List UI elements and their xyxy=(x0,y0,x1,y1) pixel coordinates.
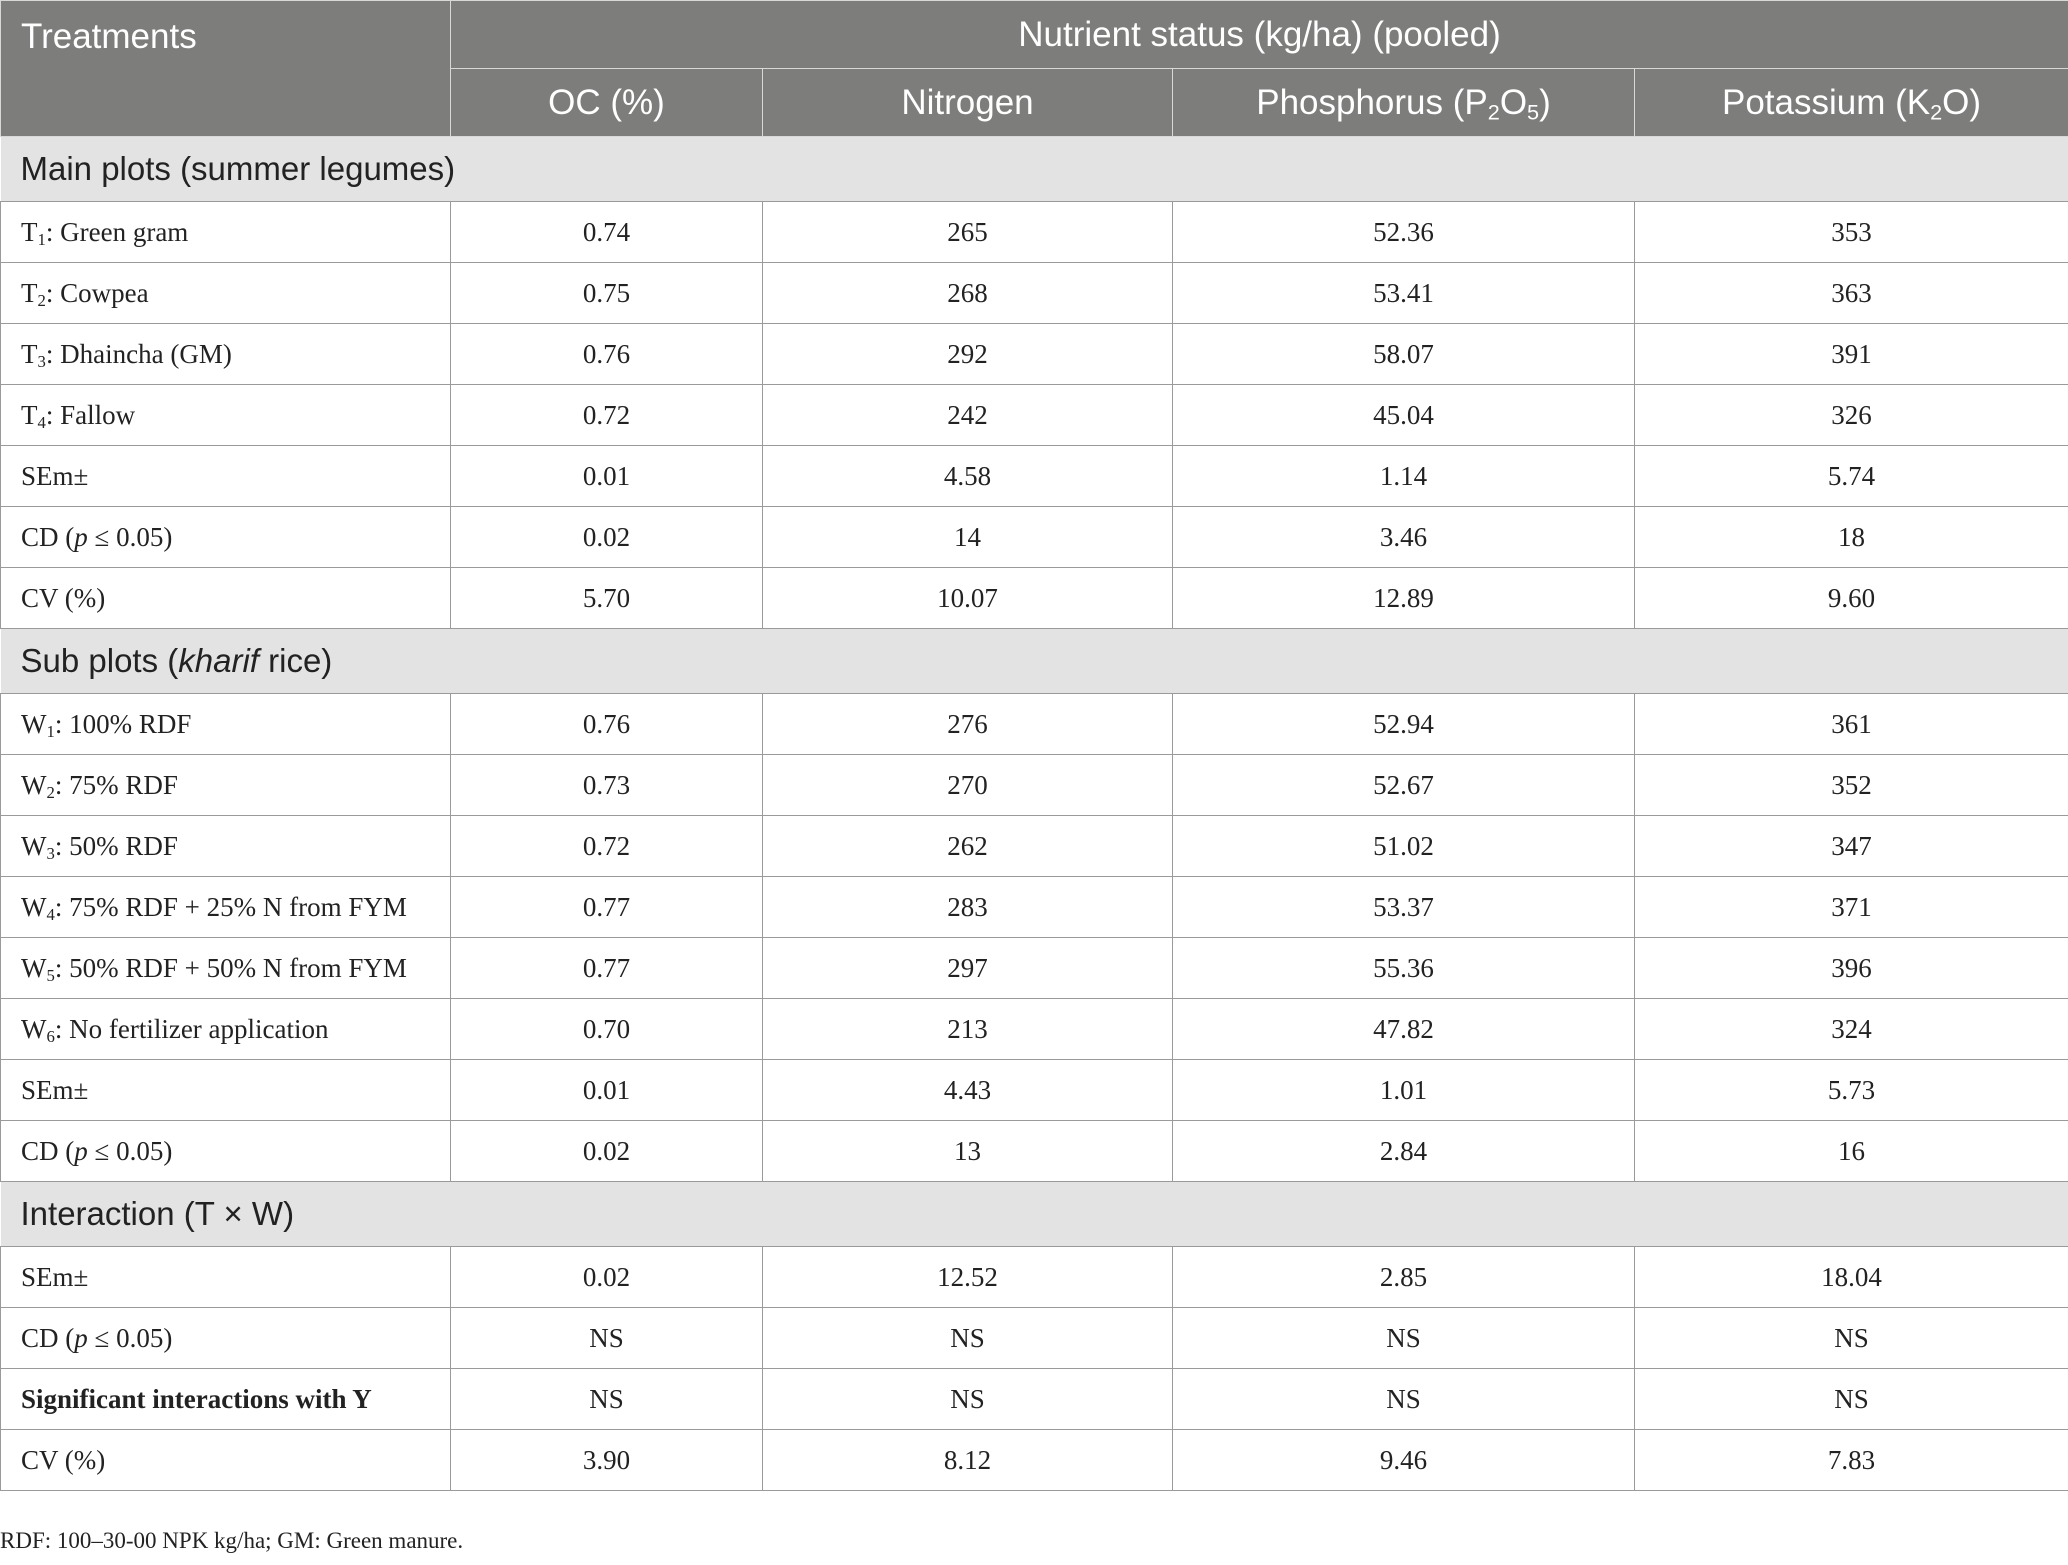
section-main-title: Main plots (summer legumes) xyxy=(1,137,2068,202)
cell-oc: 0.01 xyxy=(451,1060,763,1121)
row-label: $W_2$: 75% RDF xyxy=(1,755,451,816)
header-potassium xyxy=(1635,69,2068,137)
cell-oc: 0.70 xyxy=(451,999,763,1060)
table-row xyxy=(1,385,2068,446)
header-potassium-suffix: O) xyxy=(1942,82,1982,122)
cell-phosphorus: NS xyxy=(1173,1308,1635,1369)
header-nitrogen: Nitrogen xyxy=(763,69,1173,137)
cell-potassium: 363 xyxy=(1635,263,2068,324)
table-row xyxy=(1,263,2068,324)
cell-nitrogen: 14 xyxy=(763,507,1173,568)
cell-phosphorus: 47.82 xyxy=(1173,999,1635,1060)
cell-phosphorus: 2.85 xyxy=(1173,1247,1635,1308)
cell-oc: 0.01 xyxy=(451,446,763,507)
cell-phosphorus: NS xyxy=(1173,1369,1635,1430)
cell-oc: 0.72 xyxy=(451,385,763,446)
cell-nitrogen: 283 xyxy=(763,877,1173,938)
header-phosphorus-sub1: 2 xyxy=(1487,98,1500,124)
cell-nitrogen: NS xyxy=(763,1308,1173,1369)
row-label: $W_3$: 50% RDF xyxy=(1,816,451,877)
row-label: $T_1$: Green gram xyxy=(1,202,451,263)
cell-phosphorus: 53.41 xyxy=(1173,263,1635,324)
cell-nitrogen: 292 xyxy=(763,324,1173,385)
section-interaction-title: Interaction (T × W) xyxy=(1,1182,2068,1247)
row-label: $W_5$: 50% RDF + 50% N from FYM xyxy=(1,938,451,999)
table-row xyxy=(1,694,2068,755)
cell-phosphorus: 1.14 xyxy=(1173,446,1635,507)
cell-nitrogen: NS xyxy=(763,1369,1173,1430)
cell-phosphorus: 52.67 xyxy=(1173,755,1635,816)
header-potassium-sub: 2 xyxy=(1930,98,1943,124)
cell-phosphorus: 58.07 xyxy=(1173,324,1635,385)
header-phosphorus-suffix: ) xyxy=(1539,82,1551,122)
header-phosphorus-prefix: Phosphorus (P xyxy=(1256,82,1488,122)
cell-oc: 0.73 xyxy=(451,755,763,816)
cell-oc: 0.76 xyxy=(451,694,763,755)
row-label: CV (%) xyxy=(1,568,451,629)
cell-nitrogen: 262 xyxy=(763,816,1173,877)
cell-phosphorus: 53.37 xyxy=(1173,877,1635,938)
cell-phosphorus: 3.46 xyxy=(1173,507,1635,568)
table-row xyxy=(1,816,2068,877)
header-treatments: Treatments xyxy=(1,1,451,137)
cell-oc: 0.02 xyxy=(451,1121,763,1182)
section-main-plots xyxy=(1,137,2068,202)
cell-oc: 3.90 xyxy=(451,1430,763,1491)
table-row-cd xyxy=(1,1121,2068,1182)
cell-nitrogen: 297 xyxy=(763,938,1173,999)
cell-potassium: 9.60 xyxy=(1635,568,2068,629)
cell-potassium: 371 xyxy=(1635,877,2068,938)
cell-oc: 0.77 xyxy=(451,877,763,938)
cell-nitrogen: 4.43 xyxy=(763,1060,1173,1121)
row-label: SEm± xyxy=(1,446,451,507)
cell-phosphorus: 1.01 xyxy=(1173,1060,1635,1121)
row-label: $W_6$: No fertilizer application xyxy=(1,999,451,1060)
row-label: SEm± xyxy=(1,1247,451,1308)
section-interaction xyxy=(1,1182,2068,1247)
row-label: $T_2$: Cowpea xyxy=(1,263,451,324)
cell-nitrogen: 10.07 xyxy=(763,568,1173,629)
cell-potassium: 347 xyxy=(1635,816,2068,877)
table-row-cv xyxy=(1,568,2068,629)
cell-potassium: NS xyxy=(1635,1369,2068,1430)
cell-potassium: 18 xyxy=(1635,507,2068,568)
table-row-cd xyxy=(1,1308,2068,1369)
cell-phosphorus: 12.89 xyxy=(1173,568,1635,629)
cell-potassium: NS xyxy=(1635,1308,2068,1369)
header-phosphorus-sub2: 5 xyxy=(1527,98,1540,124)
cell-nitrogen: 4.58 xyxy=(763,446,1173,507)
header-row-1 xyxy=(1,1,2068,69)
header-group-title: Nutrient status (kg/ha) (pooled) xyxy=(451,1,2068,69)
cell-nitrogen: 270 xyxy=(763,755,1173,816)
header-phosphorus-mid: O xyxy=(1499,82,1528,122)
cell-phosphorus: 55.36 xyxy=(1173,938,1635,999)
cell-potassium: 352 xyxy=(1635,755,2068,816)
cell-potassium: 391 xyxy=(1635,324,2068,385)
table-row-significant xyxy=(1,1369,2068,1430)
cell-phosphorus: 52.36 xyxy=(1173,202,1635,263)
cell-oc: 0.77 xyxy=(451,938,763,999)
cell-phosphorus: 2.84 xyxy=(1173,1121,1635,1182)
cell-potassium: 326 xyxy=(1635,385,2068,446)
header-potassium-prefix: Potassium (K xyxy=(1721,82,1931,122)
table-row xyxy=(1,938,2068,999)
row-label: $T_4$: Fallow xyxy=(1,385,451,446)
table-row xyxy=(1,999,2068,1060)
cell-nitrogen: 13 xyxy=(763,1121,1173,1182)
row-label: CD (p ≤ 0.05) xyxy=(1,1121,451,1182)
cell-phosphorus: 9.46 xyxy=(1173,1430,1635,1491)
cell-oc: 5.70 xyxy=(451,568,763,629)
cell-potassium: 16 xyxy=(1635,1121,2068,1182)
table-row-sem xyxy=(1,1247,2068,1308)
cell-potassium: 353 xyxy=(1635,202,2068,263)
section-sub-title: Sub plots (kharif rice) xyxy=(1,629,2068,694)
cell-nitrogen: 12.52 xyxy=(763,1247,1173,1308)
row-label: SEm± xyxy=(1,1060,451,1121)
cell-oc: NS xyxy=(451,1308,763,1369)
cell-nitrogen: 213 xyxy=(763,999,1173,1060)
table-row-sem xyxy=(1,1060,2068,1121)
cell-oc: 0.72 xyxy=(451,816,763,877)
table-row-cv xyxy=(1,1430,2068,1491)
row-label: $W_4$: 75% RDF + 25% N from FYM xyxy=(1,877,451,938)
cell-nitrogen: 268 xyxy=(763,263,1173,324)
table-row xyxy=(1,324,2068,385)
table-row xyxy=(1,877,2068,938)
cell-potassium: 5.74 xyxy=(1635,446,2068,507)
row-label: CD (p ≤ 0.05) xyxy=(1,1308,451,1369)
cell-oc: 0.02 xyxy=(451,507,763,568)
cell-nitrogen: 265 xyxy=(763,202,1173,263)
row-label: $W_1$: 100% RDF xyxy=(1,694,451,755)
cell-potassium: 396 xyxy=(1635,938,2068,999)
cell-potassium: 18.04 xyxy=(1635,1247,2068,1308)
row-label: CD (p ≤ 0.05) xyxy=(1,507,451,568)
cell-nitrogen: 276 xyxy=(763,694,1173,755)
cell-potassium: 7.83 xyxy=(1635,1430,2068,1491)
cell-nitrogen: 242 xyxy=(763,385,1173,446)
cell-nitrogen: 8.12 xyxy=(763,1430,1173,1491)
row-label: $T_3$: Dhaincha (GM) xyxy=(1,324,451,385)
cell-potassium: 324 xyxy=(1635,999,2068,1060)
table-row-sem xyxy=(1,446,2068,507)
header-phosphorus xyxy=(1173,69,1635,137)
cell-oc: 0.75 xyxy=(451,263,763,324)
cell-phosphorus: 51.02 xyxy=(1173,816,1635,877)
table-row xyxy=(1,755,2068,816)
cell-phosphorus: 45.04 xyxy=(1173,385,1635,446)
table-row-cd xyxy=(1,507,2068,568)
table-footnote: RDF: 100–30-00 NPK kg/ha; GM: Green manure. xyxy=(0,1528,464,1553)
cell-potassium: 361 xyxy=(1635,694,2068,755)
cell-phosphorus: 52.94 xyxy=(1173,694,1635,755)
section-sub-plots xyxy=(1,629,2068,694)
row-label: Significant interactions with Y xyxy=(1,1369,451,1430)
cell-oc: 0.76 xyxy=(451,324,763,385)
header-oc: OC (%) xyxy=(451,69,763,137)
row-label: CV (%) xyxy=(1,1430,451,1491)
table-row xyxy=(1,202,2068,263)
cell-oc: 0.74 xyxy=(451,202,763,263)
cell-potassium: 5.73 xyxy=(1635,1060,2068,1121)
cell-oc: 0.02 xyxy=(451,1247,763,1308)
cell-oc: NS xyxy=(451,1369,763,1430)
